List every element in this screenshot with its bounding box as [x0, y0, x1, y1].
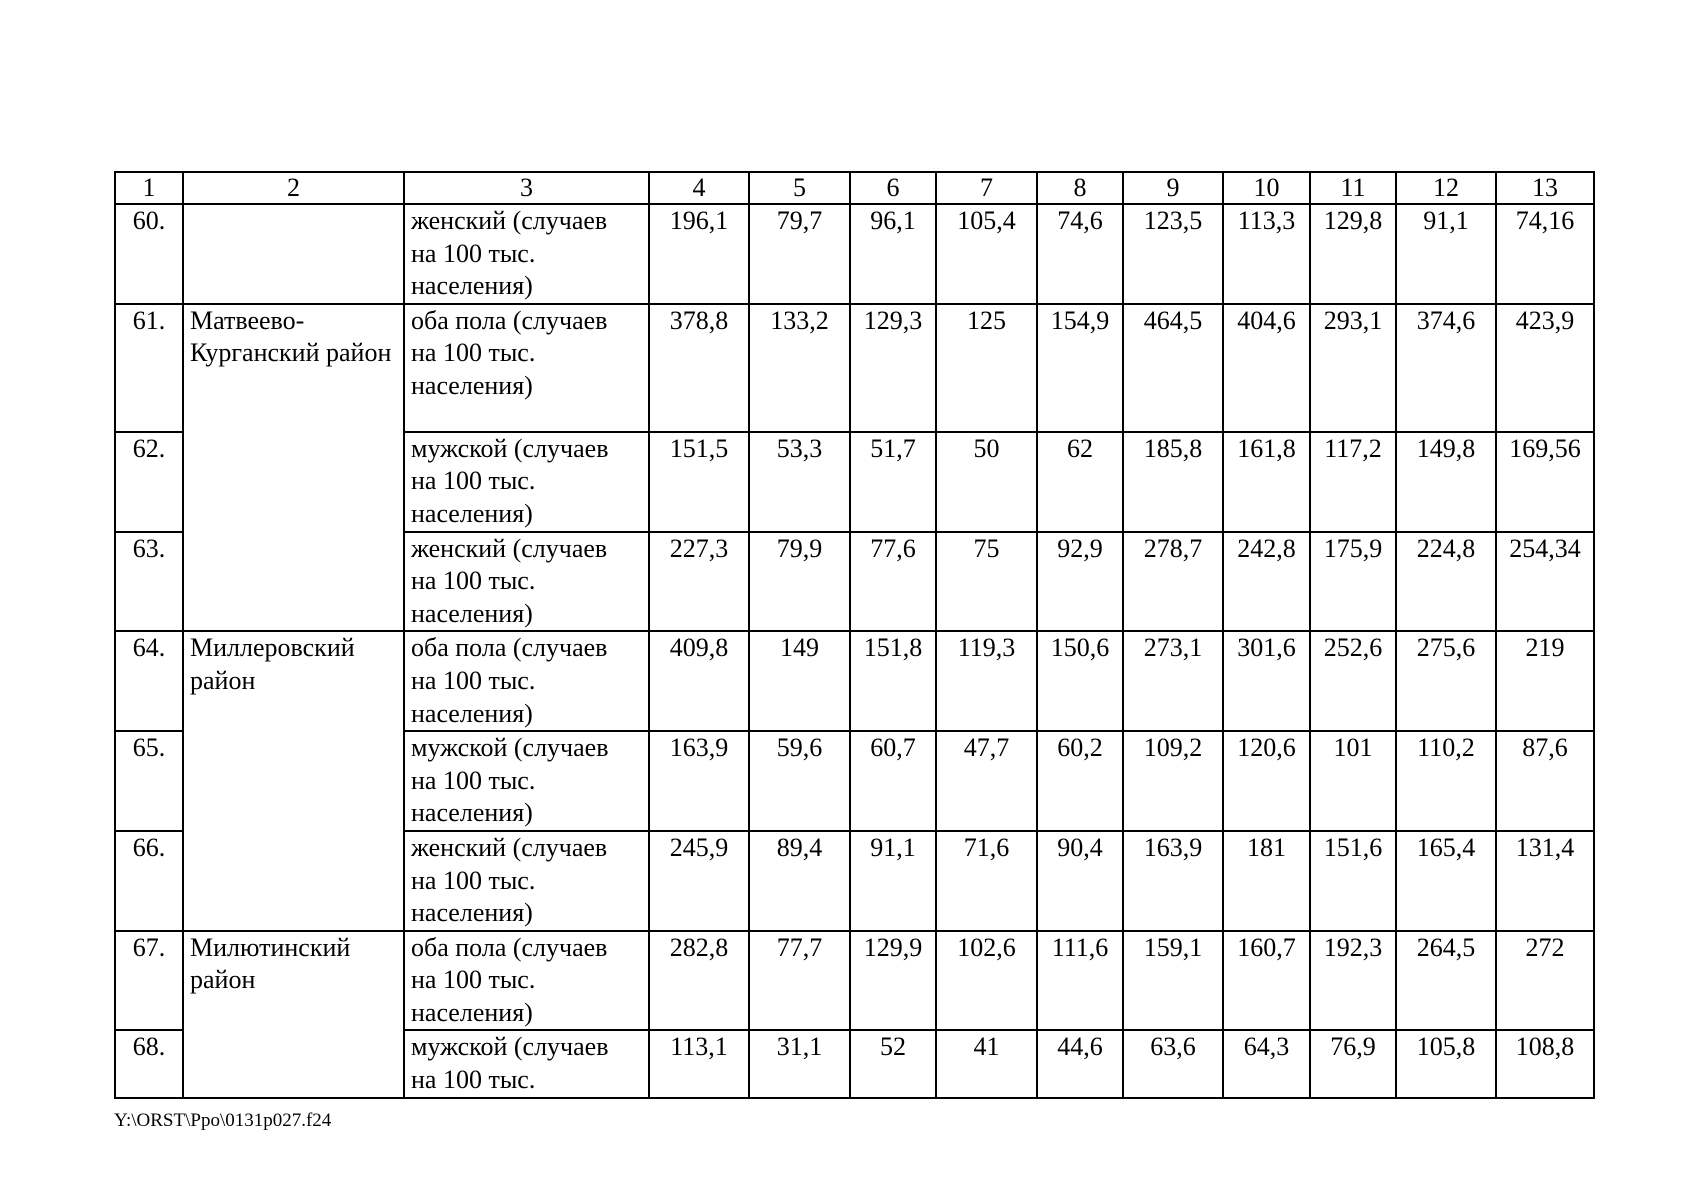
value-cell: 87,6: [1496, 731, 1594, 831]
indicator-line: на 100 тыс.: [411, 665, 536, 695]
value-cell: 91,1: [850, 831, 936, 931]
header-cell: 7: [936, 172, 1037, 204]
value-cell: 301,6: [1223, 631, 1310, 731]
value-cell: 125: [936, 304, 1037, 432]
value-cell: 79,7: [749, 204, 850, 304]
row-number: 63.: [115, 532, 183, 632]
indicator-line: населения): [411, 997, 533, 1027]
value-cell: 374,6: [1396, 304, 1496, 432]
indicator-cell: [404, 931, 649, 1031]
indicator-cell: [404, 631, 649, 731]
value-cell: 423,9: [1496, 304, 1594, 432]
value-cell: 252,6: [1310, 631, 1396, 731]
value-cell: 113,1: [649, 1030, 749, 1097]
value-cell: 63,6: [1123, 1030, 1223, 1097]
indicator-cell: [404, 831, 649, 931]
value-cell: 91,1: [1396, 204, 1496, 304]
value-cell: 129,3: [850, 304, 936, 432]
value-cell: 227,3: [649, 532, 749, 632]
value-cell: 129,9: [850, 931, 936, 1031]
value-cell: 159,1: [1123, 931, 1223, 1031]
indicator-cell: [404, 1030, 649, 1097]
value-cell: 149: [749, 631, 850, 731]
value-cell: 92,9: [1037, 532, 1123, 632]
header-cell: 13: [1496, 172, 1594, 204]
value-cell: 44,6: [1037, 1030, 1123, 1097]
value-cell: 105,4: [936, 204, 1037, 304]
header-cell: 3: [404, 172, 649, 204]
value-cell: 53,3: [749, 432, 850, 532]
indicator-cell: [404, 532, 649, 632]
indicator-line: на 100 тыс.: [411, 466, 536, 496]
indicator-line: женский (случаев: [411, 533, 608, 563]
header-row: [115, 172, 1594, 204]
indicator-line: на 100 тыс.: [411, 865, 536, 895]
value-cell: 109,2: [1123, 731, 1223, 831]
value-cell: 90,4: [1037, 831, 1123, 931]
value-cell: 181: [1223, 831, 1310, 931]
value-cell: 160,7: [1223, 931, 1310, 1031]
indicator-cell: [404, 304, 649, 432]
header-cell: 6: [850, 172, 936, 204]
value-cell: 149,8: [1396, 432, 1496, 532]
row-number: 68.: [115, 1030, 183, 1097]
value-cell: 165,4: [1396, 831, 1496, 931]
row-number: 67.: [115, 931, 183, 1031]
value-cell: 119,3: [936, 631, 1037, 731]
value-cell: 151,8: [850, 631, 936, 731]
value-cell: 108,8: [1496, 1030, 1594, 1097]
value-cell: 163,9: [649, 731, 749, 831]
value-cell: 151,5: [649, 432, 749, 532]
header-cell: 9: [1123, 172, 1223, 204]
row-number: 64.: [115, 631, 183, 731]
header-cell: 4: [649, 172, 749, 204]
value-cell: 163,9: [1123, 831, 1223, 931]
table-row: [115, 931, 1594, 1031]
indicator-line: на 100 тыс.: [411, 765, 536, 795]
row-number: 62.: [115, 432, 183, 532]
value-cell: 52: [850, 1030, 936, 1097]
header-cell: 12: [1396, 172, 1496, 204]
value-cell: 51,7: [850, 432, 936, 532]
value-cell: 74,16: [1496, 204, 1594, 304]
value-cell: 282,8: [649, 931, 749, 1031]
value-cell: 60,7: [850, 731, 936, 831]
value-cell: 123,5: [1123, 204, 1223, 304]
value-cell: 133,2: [749, 304, 850, 432]
district-cell: Милютинский район: [183, 931, 404, 1098]
indicator-line: населения): [411, 898, 533, 928]
value-cell: 77,6: [850, 532, 936, 632]
indicator-line: женский (случаев: [411, 832, 608, 862]
value-cell: 175,9: [1310, 532, 1396, 632]
value-cell: 75: [936, 532, 1037, 632]
row-number: 60.: [115, 204, 183, 304]
value-cell: 117,2: [1310, 432, 1396, 532]
table-row: [115, 204, 1594, 304]
district-cell: [183, 204, 404, 304]
indicator-cell: [404, 204, 649, 304]
value-cell: 224,8: [1396, 532, 1496, 632]
row-number: 61.: [115, 304, 183, 432]
indicator-line: населения): [411, 271, 533, 301]
header-cell: 8: [1037, 172, 1123, 204]
value-cell: 79,9: [749, 532, 850, 632]
value-cell: 404,6: [1223, 304, 1310, 432]
row-number: 65.: [115, 731, 183, 831]
indicator-line: на 100 тыс.: [411, 566, 536, 596]
value-cell: 192,3: [1310, 931, 1396, 1031]
indicator-cell: [404, 432, 649, 532]
value-cell: 111,6: [1037, 931, 1123, 1031]
value-cell: 409,8: [649, 631, 749, 731]
value-cell: 278,7: [1123, 532, 1223, 632]
value-cell: 41: [936, 1030, 1037, 1097]
value-cell: 101: [1310, 731, 1396, 831]
value-cell: 272: [1496, 931, 1594, 1031]
value-cell: 219: [1496, 631, 1594, 731]
value-cell: 185,8: [1123, 432, 1223, 532]
value-cell: 196,1: [649, 204, 749, 304]
indicator-cell: [404, 731, 649, 831]
header-cell: 11: [1310, 172, 1396, 204]
indicator-line: женский (случаев: [411, 206, 608, 235]
indicator-line: населения): [411, 498, 533, 528]
value-cell: 273,1: [1123, 631, 1223, 731]
value-cell: 161,8: [1223, 432, 1310, 532]
header-cell: 5: [749, 172, 850, 204]
indicator-line: на 100 тыс.: [411, 965, 536, 995]
value-cell: 102,6: [936, 931, 1037, 1031]
value-cell: 62: [1037, 432, 1123, 532]
value-cell: 293,1: [1310, 304, 1396, 432]
indicator-line: оба пола (случаев: [411, 633, 608, 663]
value-cell: 169,56: [1496, 432, 1594, 532]
value-cell: 31,1: [749, 1030, 850, 1097]
value-cell: 275,6: [1396, 631, 1496, 731]
value-cell: 76,9: [1310, 1030, 1396, 1097]
district-cell: Миллеровский район: [183, 631, 404, 930]
value-cell: 113,3: [1223, 204, 1310, 304]
value-cell: 264,5: [1396, 931, 1496, 1031]
value-cell: 74,6: [1037, 204, 1123, 304]
value-cell: 59,6: [749, 731, 850, 831]
value-cell: 64,3: [1223, 1030, 1310, 1097]
indicator-line: мужской (случаев: [411, 1032, 609, 1062]
value-cell: 151,6: [1310, 831, 1396, 931]
value-cell: 50: [936, 432, 1037, 532]
indicator-line: населения): [411, 370, 533, 400]
indicator-line: на 100 тыс.: [411, 338, 536, 368]
value-cell: 60,2: [1037, 731, 1123, 831]
value-cell: 242,8: [1223, 532, 1310, 632]
value-cell: 105,8: [1396, 1030, 1496, 1097]
value-cell: 254,34: [1496, 532, 1594, 632]
indicator-line: на 100 тыс.: [411, 238, 536, 268]
value-cell: 47,7: [936, 731, 1037, 831]
indicator-line: населения): [411, 598, 533, 628]
value-cell: 96,1: [850, 204, 936, 304]
row-number: 66.: [115, 831, 183, 931]
value-cell: 89,4: [749, 831, 850, 931]
indicator-line: оба пола (случаев: [411, 305, 608, 335]
value-cell: 378,8: [649, 304, 749, 432]
table-row: [115, 304, 1594, 432]
district-cell: Матвеево-Курганский район: [183, 304, 404, 632]
value-cell: 120,6: [1223, 731, 1310, 831]
value-cell: 150,6: [1037, 631, 1123, 731]
value-cell: 464,5: [1123, 304, 1223, 432]
header-cell: 2: [183, 172, 404, 204]
value-cell: 77,7: [749, 931, 850, 1031]
value-cell: 245,9: [649, 831, 749, 931]
indicator-line: оба пола (случаев: [411, 932, 608, 962]
value-cell: 110,2: [1396, 731, 1496, 831]
value-cell: 131,4: [1496, 831, 1594, 931]
value-cell: 154,9: [1037, 304, 1123, 432]
header-cell: 10: [1223, 172, 1310, 204]
value-cell: 129,8: [1310, 204, 1396, 304]
data-table: [114, 171, 1595, 1099]
indicator-line: на 100 тыс.: [411, 1065, 536, 1095]
header-cell: 1: [115, 172, 183, 204]
indicator-line: мужской (случаев: [411, 733, 609, 763]
indicator-line: населения): [411, 798, 533, 828]
value-cell: 71,6: [936, 831, 1037, 931]
file-path-footer: Y:\ORST\Ppo\0131p027.f24: [114, 1110, 332, 1131]
table-row: [115, 631, 1594, 731]
indicator-line: мужской (случаев: [411, 433, 609, 463]
indicator-line: населения): [411, 698, 533, 728]
